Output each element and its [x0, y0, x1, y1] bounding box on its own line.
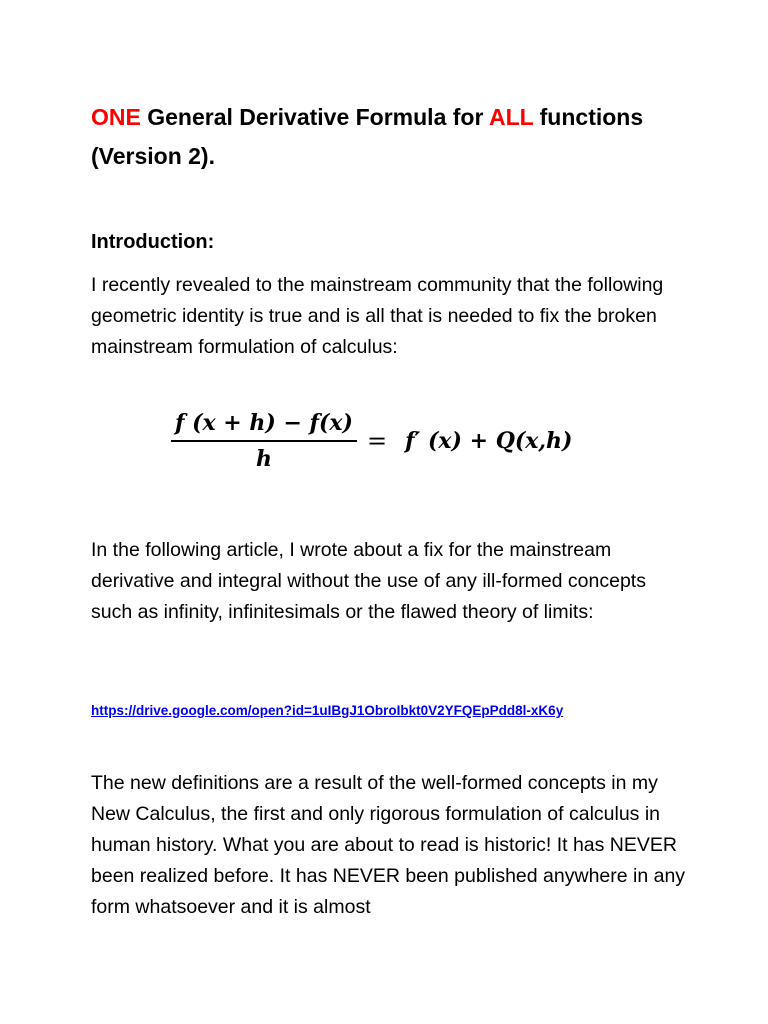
- title-highlight-one: ONE: [91, 104, 141, 130]
- introduction-heading: Introduction:: [91, 231, 215, 253]
- paragraph-definitions: The new definitions are a result of the well-formed concepts in my New Calculus, the first and only rigorous formulation of calculus in human history. What you are about to read is historic! It has NEVER been realized before. It has NEVER been published anywhere in any form whatsoever and it is almost: [91, 772, 686, 918]
- formula-equals: =: [366, 427, 388, 455]
- document-title: [91, 98, 691, 176]
- title-highlight-all: ALL: [488, 104, 534, 130]
- formula-numerator: f (x + h) − f(x): [171, 410, 357, 442]
- article-link[interactable]: https://drive.google.com/open?id=1uIBgJ1ObroIbkt0V2YFQEpPdd8l-xK6y: [91, 703, 564, 718]
- formula-fraction: [171, 410, 357, 472]
- paragraph-article: In the following article, I wrote about a fix for the mainstream derivative and integral without the use of any ill-formed concepts such as infinity, infinitesimals or the flawed theory of limits:: [91, 539, 646, 623]
- title-text-end: functions (Version 2).: [91, 104, 644, 169]
- derivative-formula: [171, 410, 572, 472]
- title-text-segment: General Derivative Formula for: [140, 104, 489, 130]
- formula-rhs: f′ (x) + Q(x,h): [405, 428, 573, 454]
- formula-denominator: h: [255, 446, 272, 472]
- paragraph-intro: I recently revealed to the mainstream community that the following geometric identity is true and is all that is needed to fix the broken mainstream formulation of calculus:: [91, 274, 664, 358]
